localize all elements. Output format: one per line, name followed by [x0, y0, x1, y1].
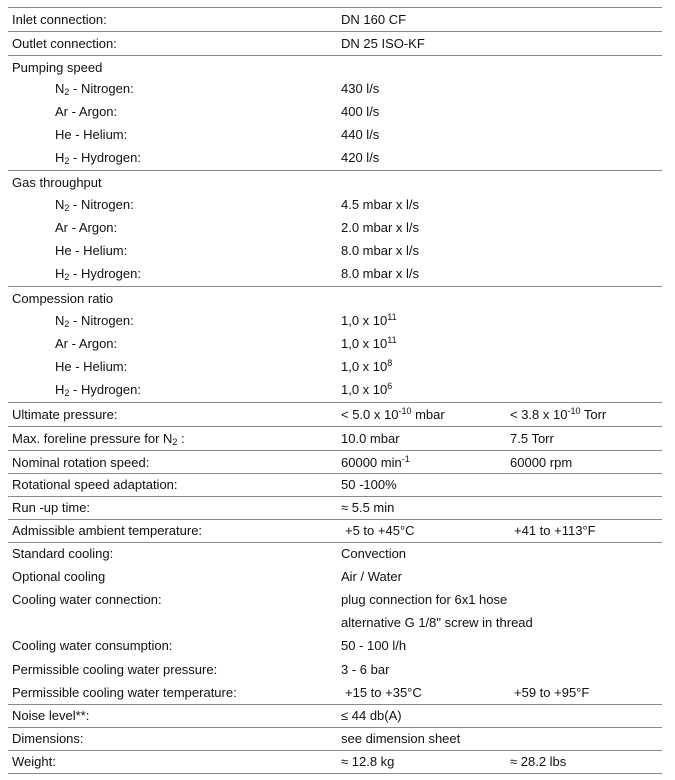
spec-row-cooling-pressure: [8, 658, 662, 681]
spec-row-throughput-h2: [8, 262, 662, 285]
spec-value-min: 60000 $\min^{-1}$: [341, 454, 410, 470]
spec-label: Max. foreline pressure for $N_2$ :: [12, 431, 185, 447]
spec-row-noise-level: [8, 704, 662, 727]
spec-value: 8.0 mbar x l/s: [341, 243, 420, 258]
spec-row-dimensions: [8, 727, 662, 750]
spec-value: 440 l/s: [341, 127, 380, 142]
spec-value: see dimension sheet: [341, 731, 461, 746]
spec-value: 3 - 6 bar: [341, 662, 390, 677]
spec-row-throughput-n2: [8, 193, 662, 216]
spec-label: Permissible cooling water temperature:: [12, 685, 237, 700]
spec-label: $H_2$ - Hydrogen:: [55, 266, 141, 282]
spec-value: 400 l/s: [341, 104, 380, 119]
spec-value: alternative G 1/8" screw in thread: [341, 615, 533, 630]
spec-label: Nominal rotation speed:: [12, 455, 150, 470]
spec-value: 50 -100%: [341, 477, 397, 492]
spec-value: DN 25 ISO-KF: [341, 36, 425, 51]
spec-row-foreline-pressure: [8, 427, 662, 450]
spec-label: Admissible ambient temperature:: [12, 523, 203, 538]
spec-label: $H_2$ - Hydrogen:: [55, 382, 141, 398]
group-heading: Pumping speed: [12, 60, 103, 75]
spec-row-weight: [8, 750, 662, 773]
spec-value: plug connection for 6x1 hose: [341, 592, 508, 607]
spec-value-torr: < 3.8 x $10^{-10}$ Torr: [510, 406, 607, 422]
spec-label: Rotational speed adaptation:: [12, 477, 178, 492]
spec-value-fahrenheit: +41 to +113°F: [514, 523, 596, 538]
spec-value: 2.0 mbar x l/s: [341, 220, 420, 235]
spec-row-pumping-n2: [8, 77, 662, 100]
spec-group-compression-ratio: [8, 287, 662, 310]
spec-row-pumping-he: [8, 123, 662, 146]
spec-value-mbar: 10.0 mbar: [341, 431, 400, 446]
spec-row-throughput-ar: [8, 216, 662, 239]
spec-label: Cooling water consumption:: [12, 638, 173, 653]
spec-label: Outlet connection:: [12, 36, 117, 51]
spec-value-torr: 7.5 Torr: [510, 431, 554, 446]
spec-row-compression-he: [8, 355, 662, 378]
spec-row-cooling-connection-alt: [8, 611, 662, 634]
spec-row-rotation-speed: [8, 451, 662, 474]
spec-row-compression-n2: [8, 309, 662, 332]
spec-row-cooling-temperature: [8, 681, 662, 704]
spec-label: He - Helium:: [55, 243, 128, 258]
spec-value-fahrenheit: +59 to +95°F: [514, 685, 590, 700]
spec-label: Inlet connection:: [12, 12, 107, 27]
spec-value: 1,0 x $10^6$: [341, 381, 393, 397]
spec-label: Ar - Argon:: [55, 104, 118, 119]
spec-label: $N_2$ - Nitrogen:: [55, 197, 134, 213]
spec-value: 1,0 x $10^{11}$: [341, 335, 397, 351]
spec-label: Dimensions:: [12, 731, 84, 746]
spec-value-rpm: 60000 rpm: [510, 455, 573, 470]
spec-label: Ar - Argon:: [55, 336, 118, 351]
spec-row-compression-h2: [8, 378, 662, 401]
spec-group-gas-throughput: [8, 171, 662, 194]
spec-row-runup-time: [8, 496, 662, 519]
spec-value-celsius: +5 to +45°C: [345, 523, 415, 538]
group-heading: Gas throughput: [12, 175, 102, 190]
spec-value: 1,0 x $10^8$: [341, 358, 393, 374]
spec-value: Air / Water: [341, 569, 402, 584]
spec-row-compression-ar: [8, 332, 662, 355]
spec-value-mbar: < 5.0 x $10^{-10}$ mbar: [341, 406, 445, 422]
spec-value: ≈ 5.5 min: [341, 500, 395, 515]
spec-label: Ar - Argon:: [55, 220, 118, 235]
spec-label: Cooling water connection:: [12, 592, 162, 607]
group-heading: Compession ratio: [12, 291, 114, 306]
spec-label: He - Helium:: [55, 359, 128, 374]
spec-row-cooling-connection: [8, 588, 662, 611]
spec-value: 1,0 x $10^{11}$: [341, 312, 397, 328]
spec-value: 50 - 100 l/h: [341, 638, 407, 653]
spec-row-throughput-he: [8, 239, 662, 262]
spec-row-optional-cooling: [8, 565, 662, 588]
spec-label: Weight:: [12, 754, 56, 769]
spec-row-pumping-h2: [8, 146, 662, 169]
spec-label: $H_2$ - Hydrogen:: [55, 150, 141, 166]
spec-label: Permissible cooling water pressure:: [12, 662, 218, 677]
spec-label: Run -up time:: [12, 500, 91, 515]
spec-value: ≤ 44 db(A): [341, 708, 402, 723]
spec-row-inlet: [8, 8, 662, 31]
spec-value: 8.0 mbar x l/s: [341, 266, 420, 281]
spec-value: 430 l/s: [341, 81, 380, 96]
spec-group-pumping-speed: [8, 56, 662, 79]
spec-value: Convection: [341, 546, 407, 561]
spec-label: Noise level**:: [12, 708, 90, 723]
spec-label: He - Helium:: [55, 127, 128, 142]
spec-value-kg: ≈ 12.8 kg: [341, 754, 395, 769]
spec-label: $N_2$ - Nitrogen:: [55, 313, 134, 329]
spec-value: 420 l/s: [341, 150, 380, 165]
spec-row-ambient-temperature: [8, 519, 662, 542]
spec-label: $N_2$ - Nitrogen:: [55, 81, 134, 97]
spec-value: DN 160 CF: [341, 12, 407, 27]
spec-row-pumping-ar: [8, 100, 662, 123]
spec-value-celsius: +15 to +35°C: [345, 685, 422, 700]
spec-row-ultimate-pressure: [8, 403, 662, 426]
spec-row-standard-cooling: [8, 542, 662, 565]
spec-row-cooling-consumption: [8, 634, 662, 657]
spec-label: Standard cooling:: [12, 546, 114, 561]
spec-value: 4.5 mbar x l/s: [341, 197, 420, 212]
spec-row-speed-adaptation: [8, 473, 662, 496]
row-divider: [8, 773, 662, 774]
spec-row-outlet: [8, 32, 662, 55]
spec-label: Optional cooling: [12, 569, 106, 584]
spec-label: Ultimate pressure:: [12, 407, 118, 422]
spec-value-lbs: ≈ 28.2 lbs: [510, 754, 567, 769]
